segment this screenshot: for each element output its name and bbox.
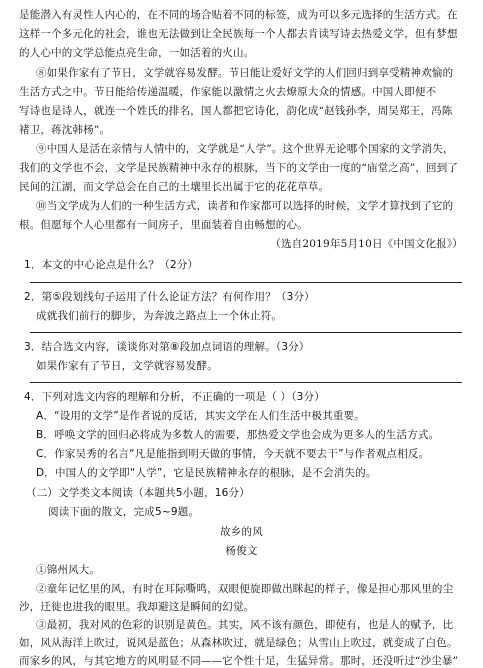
question-2-quote: 成就我们前行的脚步，为奔波之路点上一个休止符。 [36,310,283,322]
answer-line[interactable] [30,332,462,333]
passage-line: 生活方式之中。节日能给传递温暖，作家能以激情之火去燎原大众的情感。中国人即便不 [19,86,437,98]
passage-line: 是能潜入有灵性人内心的，在不同的场合贴着不同的标签，成为可以多元选择的生活方式。在 [19,9,458,21]
question-3: 3．结合选文内容，谈谈你对第⑧段加点词语的理解。（3分） [24,341,310,353]
passage-line: 根。但愿每个人心里都有一间房子，里面装着自由畅想的心。 [19,219,308,231]
question-1: 1．本文的中心论点是什么？（2分） [24,259,199,271]
essay-paragraph-3: ③最初，我对风的色彩的识别是黄色。其实，风不该有颜色，即使有，也是人的赋予，比 [36,619,454,631]
essay-line: 沙，迁徙也进我的眼里。我却避这是瞬间的幻觉。 [19,601,255,613]
answer-line[interactable] [30,382,462,383]
option-b: B．呼唤文学的回归必将成为多数人的需要，那热爱文学也会成为更多人的生活方式。 [36,429,440,441]
section-instruction: 阅读下面的散文，完成5~9题。 [48,506,200,518]
essay-line: 而家乡的风，与其它地方的风明显不同——它个性十足，生猛异常。那时，还没听过“沙尘暴” [19,655,459,667]
answer-line[interactable] [30,282,462,283]
passage-line: 我们的文学也不会，文学是民族精神中永存的根脉，当下的文学由一度的“庙堂之高”，回到了 [19,162,459,174]
paragraph-9: ⑨中国人是活在亲情与人情中的，文学就是“人学”。这个世界无论哪个国家的文学消失， [36,143,454,155]
section-heading: （二）文学类文本阅读（本题共5小题，16分） [26,487,250,499]
essay-title: 故乡的风 [220,526,263,538]
question-4: 4．下列对选文内容的理解和分析，不正确的一项是（ ）（3分） [24,391,325,403]
paragraph-10: ⑩当文学成为人们的一种生活方式，读者和作家都可以选择的时候，文学才算找到了它的 [36,200,454,212]
source-citation: （选自2019年5月10日《中国文化报》） [270,238,463,250]
passage-line: 的人心中的文学总能点亮生命，一如活着的火山。 [19,47,255,59]
passage-line: 民间的江湖，而文学总会在自己的土壤里长出属于它的花花草草。 [19,181,330,193]
passage-line: 写诗也是诗人，就连一个姓氏的排名，国人都把它诗化，韵化成“赵钱孙李，周吴郑王，冯陈 [19,105,453,117]
passage-line: 褚卫，蒋沈韩杨”。 [19,124,111,136]
essay-author: 杨俊文 [225,545,258,557]
passage-line: 这样一个多元化的社会，谁也无法做到让全民族每一个人都去肯读写诗去热爱文学，但有梦想 [19,28,458,40]
option-c: C．作家吴秀的名言“凡是能指到明天做的事情，今天就不要去干”与作者观点相反。 [36,448,430,460]
option-a: A．“设用的文学”是作者说的反话，其实文学在人们生活中极其重要。 [36,410,365,422]
question-3-quote: 如果作家有了节日，文学就容易发酵。 [36,360,218,372]
essay-paragraph-2: ②童年记忆里的风，有时在耳际嘶鸣，双眼便旋即做出眯起的样子，像是担心那风里的尘 [36,583,454,595]
question-2: 2．第⑤段划线句子运用了什么论证方法？有何作用？（3分） [24,291,315,303]
option-d: D．中国人的文学即“人学”，它是民族精神永存的根脉，是不会消失的。 [36,467,377,479]
essay-line: 如，风从海洋上吹过，说风是蓝色；从森林吹过，就是绿色；从雪山上吹过，就变成了白色。 [19,637,458,649]
paragraph-8: ⑧如果作家有了节日，文学就容易发酵。节日能让爱好文学的人们回归到享受精神欢愉的 [36,67,454,79]
essay-paragraph-1: ①锦州风大。 [36,564,101,576]
